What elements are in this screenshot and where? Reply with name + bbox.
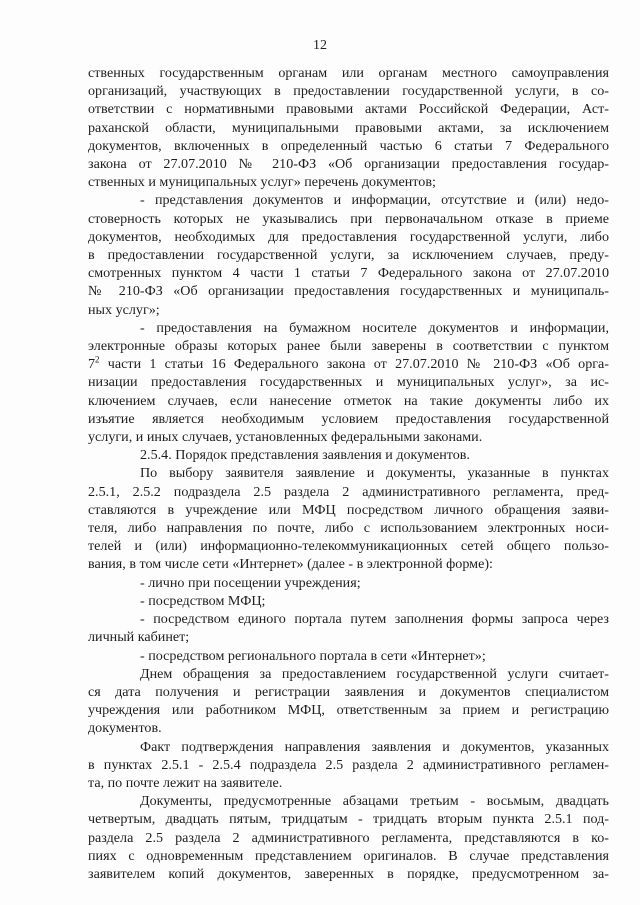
text-line: ственных и муниципальных услуг» перечень документов;	[88, 174, 436, 191]
text-line: организаций, участвующих в предоставлении государственной услуги, в со-	[88, 83, 609, 100]
text-line: электронные образы которых ранее были заверены в соответствии с пунктом	[88, 338, 609, 355]
text-line: раздела 2.5 раздела 2 административного регламента, представляются в ко-	[88, 829, 609, 846]
text-line: ных услуг»;	[88, 301, 160, 318]
text-line: телей и (или) информационно-телекоммуникационных сетей общего пользо-	[88, 538, 609, 555]
text-line-rest: части 1 статьи 16 Федерального закона от 27.07.2010 № 210-ФЗ «Об орга-	[99, 356, 609, 373]
page-number: 12	[313, 38, 327, 53]
text-line: смотренных пунктом 4 части 1 статьи 7 Федерального закона от 27.07.2010	[88, 265, 609, 282]
text-line-lead: 7	[88, 356, 96, 373]
text-line: По выбору заявителя заявление и документы, указанные в пунктах	[140, 465, 609, 482]
text-line: № 210-ФЗ «Об организации предоставления государственных и муниципаль-	[88, 283, 609, 300]
text-line: заявителем копий документов, заверенных в порядке, предусмотренном за-	[88, 865, 609, 882]
text-line: - посредством единого портала путем заполнения формы запроса через	[140, 611, 609, 628]
text-line: ставляются в учреждение или МФЦ посредством личного обращения заяви-	[88, 501, 609, 518]
text-line: пиях с одновременным представлением оригиналов. В случае представления	[88, 847, 609, 864]
text-line: документов, необходимых для предоставления государственной услуги, либо	[88, 228, 609, 245]
text-line: личный кабинет;	[88, 629, 190, 646]
text-line: ственных государственным органам или органам местного самоуправления	[88, 65, 609, 81]
text-line: - лично при посещении учреждения;	[140, 574, 361, 591]
text-line: раханской области, муниципальными правовыми актами, за исключением	[88, 119, 609, 136]
text-line: - посредством МФЦ;	[140, 592, 266, 609]
text-line: - предоставления на бумажном носителе документов и информации,	[140, 319, 609, 336]
text-line: документов, включенных в определенный частью 6 статьи 7 Федерального	[88, 137, 609, 154]
text-line: в предоставлении государственной услуги, за исключением случаев, преду-	[88, 247, 609, 264]
text-line: ся дата получения и регистрации заявления и документов специалистом	[88, 683, 609, 700]
text-line: Днем обращения за предоставлением государственной услуги считает-	[140, 665, 609, 682]
text-line: - представления документов и информации, отсутствие и (или) недо-	[140, 192, 609, 209]
text-line: Факт подтверждения направления заявления и документов, указанных	[140, 738, 609, 755]
superscript: 2	[95, 354, 100, 365]
text-line: Документы, предусмотренные абзацами третьим - восьмым, двадцать	[140, 793, 609, 810]
text-line: теля, либо направления по почте, либо с использованием электронных носи-	[88, 520, 609, 537]
text-line: документов.	[88, 720, 162, 737]
text-line: ответствии с нормативными правовыми актами Российской Федерации, Аст-	[88, 101, 609, 118]
text-line: четвертым, двадцать пятым, тридцатым - тридцать вторым пункта 2.5.1 под-	[88, 811, 609, 828]
text-line: услуги, и иных случаев, установленных федеральными законами.	[88, 429, 483, 446]
text-line	[88, 355, 609, 373]
text-line: ключением случаев, если нанесение отметок на такие документы либо их	[88, 392, 609, 409]
text-line: та, по почте лежит на заявителе.	[88, 774, 283, 791]
text-line: в пунктах 2.5.1 - 2.5.4 подраздела 2.5 раздела 2 административного регламен-	[88, 756, 609, 773]
text-line: закона от 27.07.2010 № 210-ФЗ «Об организации предоставления государ-	[88, 156, 609, 173]
text-line: 2.5.1, 2.5.2 подраздела 2.5 раздела 2 административного регламента, пред-	[88, 483, 609, 500]
text-line: учреждения или работником МФЦ, ответственным за прием и регистрацию	[88, 702, 609, 719]
document-body	[88, 64, 609, 883]
text-line: стоверность которых не указывались при первоначальном отказе в приеме	[88, 210, 609, 227]
text-line: низации предоставления государственных и муниципальных услуг», за ис-	[88, 374, 609, 391]
text-line: 2.5.4. Порядок представления заявления и документов.	[140, 447, 470, 464]
text-line: вания, в том числе сети «Интернет» (далее - в электронной форме):	[88, 556, 493, 573]
text-line: изъятие является необходимым условием предоставления государственной	[88, 410, 609, 427]
text-line: - посредством регионального портала в сети «Интернет»;	[140, 647, 486, 664]
